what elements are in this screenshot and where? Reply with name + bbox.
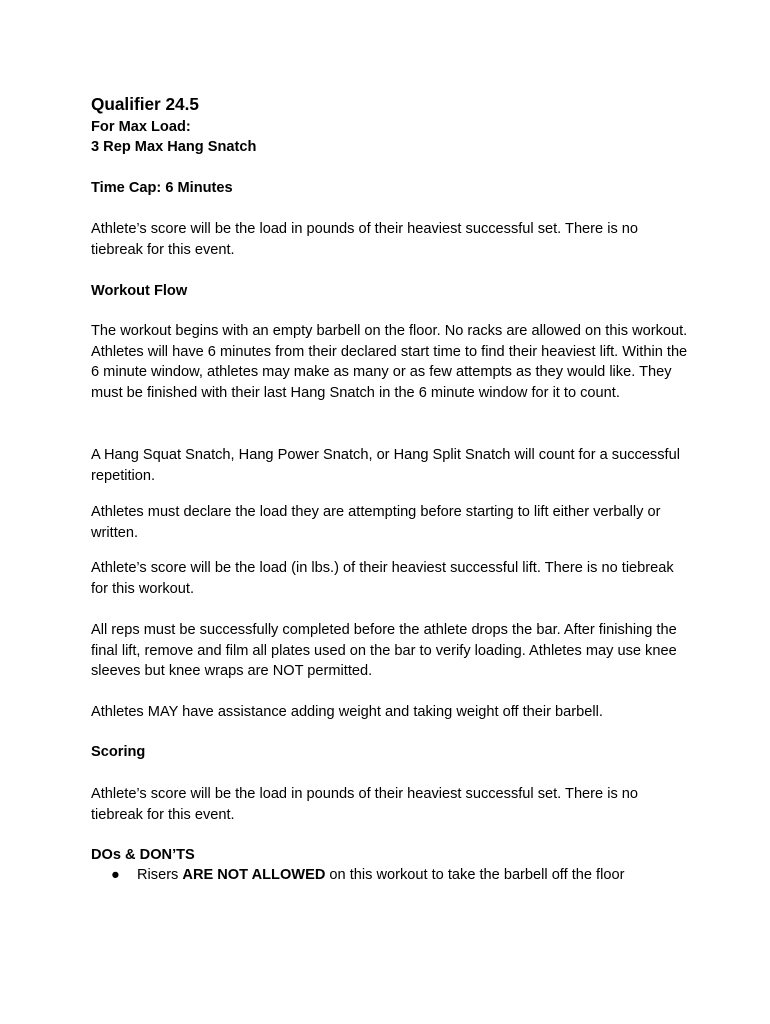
bullet-text-after: on this workout to take the barbell off the floor [325, 867, 625, 883]
scoring-heading: Scoring [91, 744, 146, 760]
assistance-paragraph: Athletes MAY have assistance adding weight and taking weight off their barbell. [91, 704, 603, 720]
reps-paragraph: All reps must be successfully completed before the athlete drops the bar. After finishing the final lift, remove and film all plates used on the bar to verify loading. Athletes may use knee sleeves but knee wraps are NOT permitted. [91, 622, 677, 680]
declare-load-paragraph: Athletes must declare the load they are attempting before starting to lift either verbally or written. [91, 504, 661, 541]
document-title: Qualifier 24.5 [91, 94, 199, 114]
snatch-types-paragraph: A Hang Squat Snatch, Hang Power Snatch, or Hang Split Snatch will count for a successful repetition. [91, 447, 680, 484]
workout-flow-heading: Workout Flow [91, 283, 188, 299]
time-cap: Time Cap: 6 Minutes [91, 180, 233, 196]
workout-flow-paragraph: The workout begins with an empty barbell on the floor. No racks are allowed on this workout. Athletes will have 6 minutes from their declared start time to find their heaviest lift. Within the 6 minute window, athletes may make as many or as few attempts as they would like. They must be finished with their last Hang Snatch in the 6 minute window for it to count. [91, 323, 688, 401]
subtitle-line-1: For Max Load: [91, 119, 191, 135]
scoring-paragraph: Athlete’s score will be the load in pounds of their heaviest successful set. There is no tiebreak for this event. [91, 786, 639, 823]
score-lbs-paragraph: Athlete’s score will be the load (in lbs.) of their heaviest successful lift. There is no tiebreak for this workout. [91, 560, 674, 597]
subtitle-line-2: 3 Rep Max Hang Snatch [91, 139, 257, 155]
bullet-icon: ● [111, 867, 120, 883]
intro-score-paragraph: Athlete’s score will be the load in pounds of their heaviest successful set. There is no tiebreak for this event. [91, 221, 639, 258]
bullet-emphasis: ARE NOT ALLOWED [182, 867, 326, 883]
bullet-text [137, 865, 624, 886]
dos-donts-heading: DOs & DON’TS [91, 847, 195, 863]
bullet-text-before: Risers [137, 867, 183, 883]
